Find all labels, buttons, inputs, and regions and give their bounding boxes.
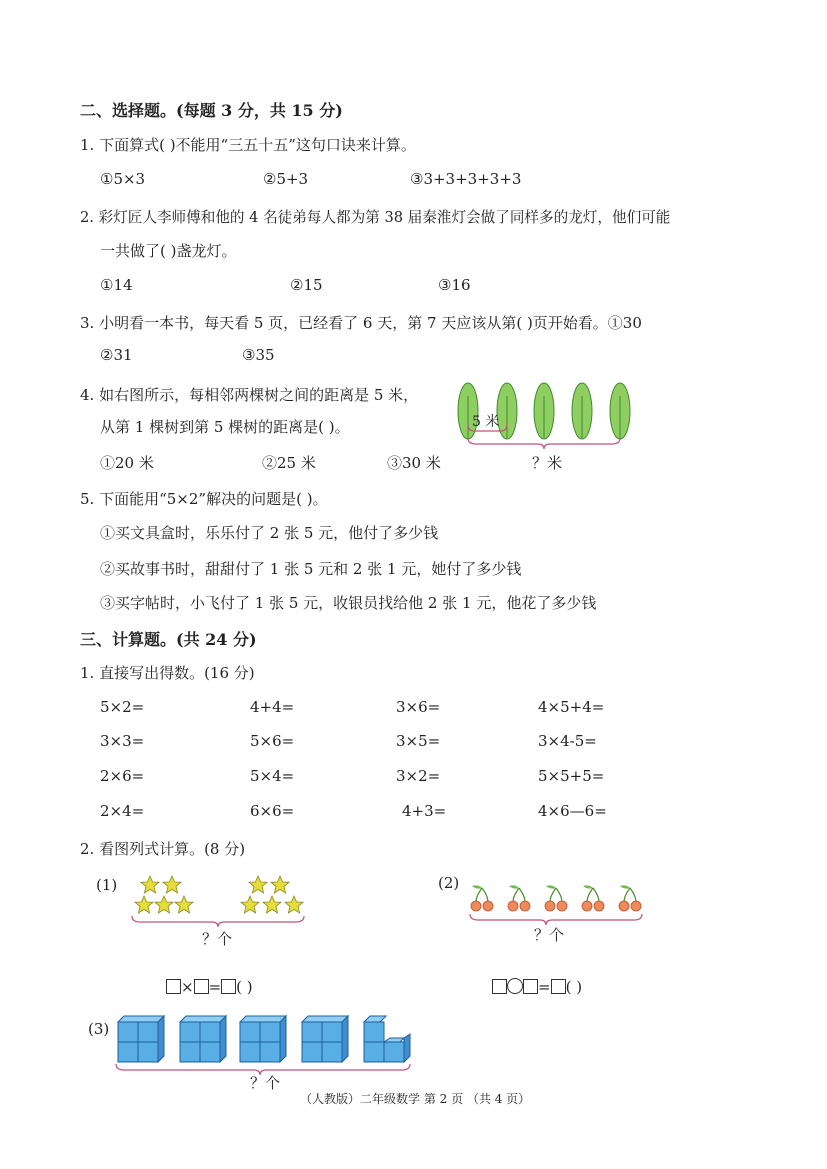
calc-q1-stem: 1. 直接写出得数。(16 分) bbox=[80, 664, 255, 682]
q1-option-1[interactable]: ①5×3 bbox=[100, 170, 146, 188]
label-5-meters: 5 米 bbox=[472, 414, 500, 430]
section-3-title: 三、计算题。(共 24 分) bbox=[80, 630, 257, 649]
calc-item: 4+3= bbox=[402, 802, 447, 820]
answer-box[interactable] bbox=[221, 979, 236, 994]
unit-paren[interactable]: ( ) bbox=[565, 978, 583, 996]
calc-item: 3×3= bbox=[100, 732, 145, 750]
q2-stem-line1: 2. 彩灯匠人李师傅和他的 4 名徒弟每人都为第 38 届秦淮灯会做了同样多的龙灯，他们可能 bbox=[80, 209, 671, 226]
question-count-2: ？个 bbox=[534, 926, 565, 944]
operator-equals: = bbox=[538, 978, 551, 996]
star-icon bbox=[285, 896, 303, 913]
equation-2 bbox=[492, 978, 582, 996]
cherry-icon bbox=[471, 885, 493, 911]
equation-1 bbox=[166, 978, 253, 996]
question-count-1: ？个 bbox=[202, 930, 233, 948]
answer-box[interactable] bbox=[523, 979, 538, 994]
calc-item: 3×4-5= bbox=[538, 732, 597, 750]
tree-icon bbox=[572, 383, 592, 439]
calc-item: 5×2= bbox=[100, 698, 145, 716]
calc-q2-stem: 2. 看图列式计算。(8 分) bbox=[80, 840, 246, 858]
q2-option-3[interactable]: ③16 bbox=[438, 276, 471, 294]
operator-times: × bbox=[181, 978, 194, 996]
brace bbox=[132, 916, 304, 927]
star-icon bbox=[141, 876, 159, 893]
part-2-label: (2) bbox=[438, 874, 460, 892]
q1-stem: 1. 下面算式( )不能用“三五十五”这句口诀来计算。 bbox=[80, 136, 416, 154]
star-icon bbox=[263, 896, 281, 913]
cherry-icon bbox=[582, 885, 604, 911]
q3-option-3[interactable]: ③35 bbox=[242, 346, 275, 364]
tree-figure bbox=[452, 376, 642, 474]
brace-bottom bbox=[468, 438, 620, 449]
part-3-label: (3) bbox=[88, 1020, 110, 1038]
answer-box[interactable] bbox=[492, 979, 507, 994]
q4-stem-line2: 从第 1 棵树到第 5 棵树的距离是( )。 bbox=[100, 418, 350, 436]
part-1-label: (1) bbox=[96, 876, 118, 894]
operator-equals: = bbox=[208, 978, 222, 996]
calc-item: 3×2= bbox=[396, 767, 441, 785]
partial-cube-block-icon bbox=[364, 1016, 410, 1062]
calc-item: 4×5+4= bbox=[538, 698, 605, 716]
cube-block-icon bbox=[118, 1016, 164, 1062]
q4-option-2[interactable]: ②25 米 bbox=[262, 454, 316, 472]
cherries-figure bbox=[462, 874, 652, 946]
calc-item: 3×5= bbox=[396, 732, 441, 750]
calc-item: 5×5+5= bbox=[538, 767, 605, 785]
calc-item: 4×6—6= bbox=[538, 802, 607, 820]
question-count-3: ？个 bbox=[250, 1074, 281, 1090]
tree-icon bbox=[610, 383, 630, 439]
operator-circle[interactable] bbox=[507, 978, 523, 994]
calc-item: 5×4= bbox=[250, 767, 295, 785]
answer-box[interactable] bbox=[194, 979, 209, 994]
star-icon bbox=[175, 896, 193, 913]
cubes-figure bbox=[114, 1010, 414, 1090]
star-icon bbox=[249, 876, 267, 893]
q4-option-1[interactable]: ①20 米 bbox=[100, 454, 154, 472]
section-2-title: 二、选择题。(每题 3 分，共 15 分) bbox=[80, 101, 343, 120]
page-footer: （人教版）二年级数学 第 2 页 （共 4 页） bbox=[300, 1092, 531, 1106]
calc-item: 5×6= bbox=[250, 732, 295, 750]
q1-option-2[interactable]: ②5+3 bbox=[263, 170, 309, 188]
answer-box[interactable] bbox=[551, 979, 566, 994]
star-icon bbox=[135, 896, 153, 913]
q4-option-3[interactable]: ③30 米 bbox=[387, 454, 441, 472]
star-icon bbox=[155, 896, 173, 913]
q2-stem-line2: 一共做了( )盏龙灯。 bbox=[100, 242, 237, 260]
cherry-icon bbox=[545, 885, 567, 911]
q2-option-2[interactable]: ②15 bbox=[290, 276, 323, 294]
answer-box[interactable] bbox=[166, 979, 181, 994]
calc-item: 4+4= bbox=[250, 698, 295, 716]
cube-block-icon bbox=[302, 1016, 348, 1062]
q2-option-1[interactable]: ①14 bbox=[100, 276, 133, 294]
star-icon bbox=[163, 876, 181, 893]
tree-icon bbox=[534, 383, 554, 439]
calc-item: 6×6= bbox=[250, 802, 295, 820]
calc-item: 2×4= bbox=[100, 802, 145, 820]
cube-block-icon bbox=[180, 1016, 226, 1062]
brace bbox=[470, 914, 642, 925]
q1-option-3[interactable]: ③3+3+3+3+3 bbox=[410, 170, 522, 188]
calc-item: 3×6= bbox=[396, 698, 441, 716]
cherry-icon bbox=[508, 885, 530, 911]
q3-stem: 3. 小明看一本书，每天看 5 页，已经看了 6 天，第 7 天应该从第( )页开始看。①30 bbox=[80, 314, 642, 332]
stars-figure bbox=[130, 872, 310, 952]
unit-paren[interactable]: ( ) bbox=[236, 978, 253, 996]
q4-stem-line1: 4. 如右图所示，每相邻两棵树之间的距离是 5 米， bbox=[80, 386, 419, 404]
q5-option-2[interactable]: ②买故事书时，甜甜付了 1 张 5 元和 2 张 1 元，她付了多少钱 bbox=[100, 560, 522, 578]
cube-block-icon bbox=[240, 1016, 286, 1062]
label-question-meters: ？米 bbox=[532, 454, 563, 472]
calc-item: 2×6= bbox=[100, 767, 145, 785]
q5-option-1[interactable]: ①买文具盒时，乐乐付了 2 张 5 元，他付了多少钱 bbox=[100, 524, 439, 542]
q5-stem: 5. 下面能用“5×2”解决的问题是( )。 bbox=[80, 490, 328, 508]
q3-option-2[interactable]: ②31 bbox=[100, 346, 133, 364]
star-icon bbox=[241, 896, 259, 913]
star-icon bbox=[271, 876, 289, 893]
cherry-icon bbox=[619, 885, 641, 911]
q5-option-3[interactable]: ③买字帖时，小飞付了 1 张 5 元，收银员找给他 2 张 1 元，他花了多少钱 bbox=[100, 594, 597, 612]
